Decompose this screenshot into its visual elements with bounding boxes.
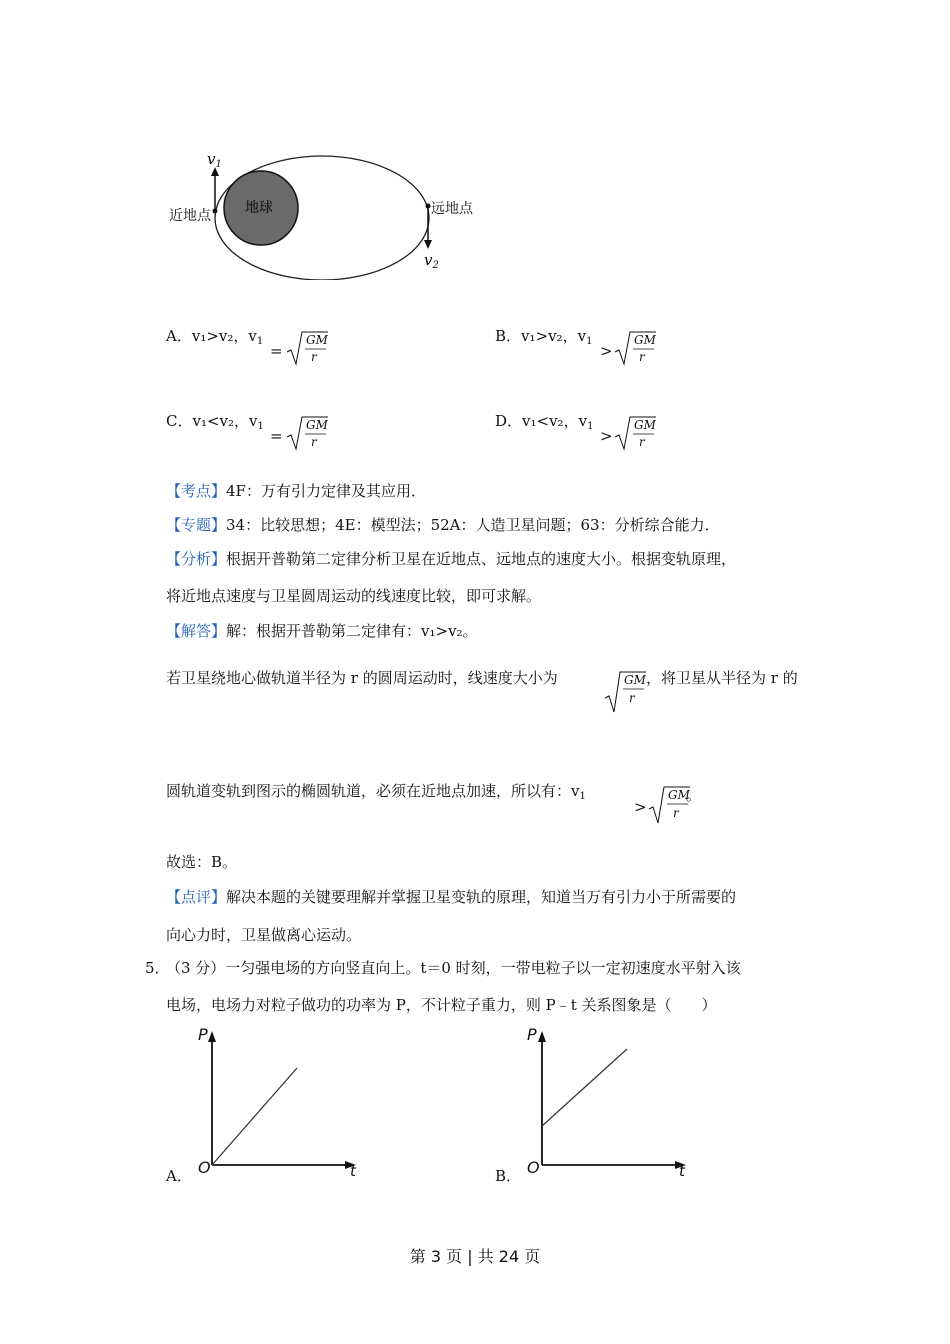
sqrt-gm-r-jieda-1 <box>604 670 646 718</box>
dianping-tag: 【点评】 <box>166 888 227 906</box>
sqrt-num: GM <box>624 673 646 687</box>
graph-b-y-label: P <box>527 1025 537 1044</box>
jieda-sub-3: 1 <box>579 791 586 802</box>
page-footer: 第 3 页 | 共 24 页 <box>409 1247 541 1266</box>
q5-line-2: 电场，电场力对粒子做功的功率为 P，不计粒子重力，则 P﹣t 关系图象是（ ） <box>166 996 717 1014</box>
graph-a-option-label: A． <box>166 1167 192 1185</box>
fenxi-text-1: 根据开普勒第二定律分析卫星在近地点、远地点的速度大小。根据变轨原理， <box>226 550 737 568</box>
option-a-relation: = <box>270 342 283 360</box>
v2-subscript: 2 <box>432 260 439 271</box>
graph-a-origin: O <box>198 1158 211 1177</box>
option-d <box>495 411 593 437</box>
jieda-line-3 <box>166 781 586 807</box>
sqrt-num: GM <box>634 418 656 432</box>
option-b-prefix: B． <box>495 327 522 345</box>
graph-b <box>520 1025 700 1180</box>
v2-arrowhead <box>424 240 432 249</box>
jieda-line-2b: ，将卫星从半径为 r 的 <box>646 669 798 687</box>
v2-symbol: v <box>424 251 433 269</box>
fenxi-line-2: 将近地点速度与卫星圆周运动的线速度比较，即可求解。 <box>166 587 542 605</box>
option-a-prefix: A． <box>166 327 192 345</box>
kaodian-text: 4F：万有引力定律及其应用． <box>226 482 426 500</box>
apogee-label: 远地点 <box>431 201 473 217</box>
jieda-line-1 <box>166 621 478 641</box>
sqrt-den: r <box>629 691 635 705</box>
option-c-sub: 1 <box>257 421 264 432</box>
perigee-label: 近地点 <box>169 208 211 224</box>
option-d-text: v₁<v₂，v <box>522 412 588 430</box>
fenxi-line-1 <box>166 549 736 569</box>
sqrt-den: r <box>639 350 645 364</box>
v1-subscript: 1 <box>215 159 222 170</box>
option-b-relation: > <box>600 342 613 360</box>
jieda-line-4: 故选：B。 <box>166 853 238 871</box>
dianping-line-1 <box>166 887 736 907</box>
option-c-text: v₁<v₂，v <box>192 412 258 430</box>
zhuanti-tag: 【专题】 <box>166 516 227 534</box>
q5-line-1: （3 分）一匀强电场的方向竖直向上。t＝0 时刻，一带电粒子以一定初速度水平射入该 <box>166 959 741 977</box>
v2-label <box>424 251 439 271</box>
dianping-line-2: 向心力时，卫星做离心运动。 <box>166 926 362 944</box>
sqrt-num: GM <box>306 333 328 347</box>
dianping-text-1: 解决本题的关键要理解并掌握卫星变轨的原理，知道当万有引力小于所需要的 <box>226 888 737 906</box>
option-a <box>166 326 263 352</box>
option-b <box>495 326 592 352</box>
option-c <box>166 411 264 437</box>
jieda-line-2a: 若卫星绕地心做轨道半径为 r 的圆周运动时，线速度大小为 <box>166 669 558 687</box>
option-c-prefix: C． <box>166 412 193 430</box>
sqrt-den: r <box>311 435 317 449</box>
jieda-text-1: 解：根据开普勒第二定律有：v₁>v₂。 <box>226 622 478 640</box>
option-a-sub: 1 <box>256 336 264 347</box>
option-b-sub: 1 <box>586 336 593 347</box>
option-d-prefix: D． <box>495 412 523 430</box>
sqrt-den: r <box>673 806 679 820</box>
sqrt-gm-r-c <box>286 415 328 455</box>
graph-a-y-label: P <box>198 1025 208 1044</box>
graph-b-option-label: B． <box>495 1167 522 1185</box>
graph-a-x-label: t <box>350 1162 356 1180</box>
option-d-sub: 1 <box>587 421 594 432</box>
q5-number: 5． <box>145 959 170 977</box>
graph-b-y-arrowhead <box>538 1031 546 1042</box>
v1-label <box>207 150 222 170</box>
graph-b-line <box>542 1049 627 1126</box>
sqrt-gm-r-a <box>286 330 328 370</box>
earth-label: 地球 <box>245 200 273 216</box>
sqrt-num: GM <box>634 333 656 347</box>
graph-a-line <box>212 1068 297 1165</box>
sqrt-gm-r-jieda-2 <box>648 785 690 829</box>
sqrt-num: GM <box>306 418 328 432</box>
graph-b-origin: O <box>527 1158 540 1177</box>
sqrt-num: GM <box>668 788 690 802</box>
fenxi-tag: 【分析】 <box>166 550 227 568</box>
kaodian-tag: 【考点】 <box>166 482 227 500</box>
zhuanti-line <box>166 515 720 535</box>
sqrt-den: r <box>639 435 645 449</box>
sqrt-gm-r-d <box>614 415 656 455</box>
graph-a <box>190 1025 370 1180</box>
option-a-text: v₁>v₂，v <box>191 327 257 345</box>
jieda-relation-3: > <box>634 798 647 816</box>
kaodian-line <box>166 481 426 501</box>
option-b-text: v₁>v₂，v <box>521 327 587 345</box>
option-c-relation: = <box>270 427 283 445</box>
graph-b-x-label: t <box>679 1162 685 1180</box>
v1-symbol: v <box>207 150 216 168</box>
jieda-tag: 【解答】 <box>166 622 227 640</box>
zhuanti-text: 34：比较思想；4E：模型法；52A：人造卫星问题；63：分析综合能力． <box>226 516 720 534</box>
jieda-end-3: 。 <box>686 786 702 804</box>
sqrt-den: r <box>311 350 317 364</box>
graph-a-y-arrowhead <box>208 1031 216 1042</box>
option-d-relation: > <box>600 427 613 445</box>
sqrt-gm-r-b <box>614 330 656 370</box>
jieda-text-3: 圆轨道变轨到图示的椭圆轨道，必须在近地点加速，所以有：v <box>166 782 580 800</box>
